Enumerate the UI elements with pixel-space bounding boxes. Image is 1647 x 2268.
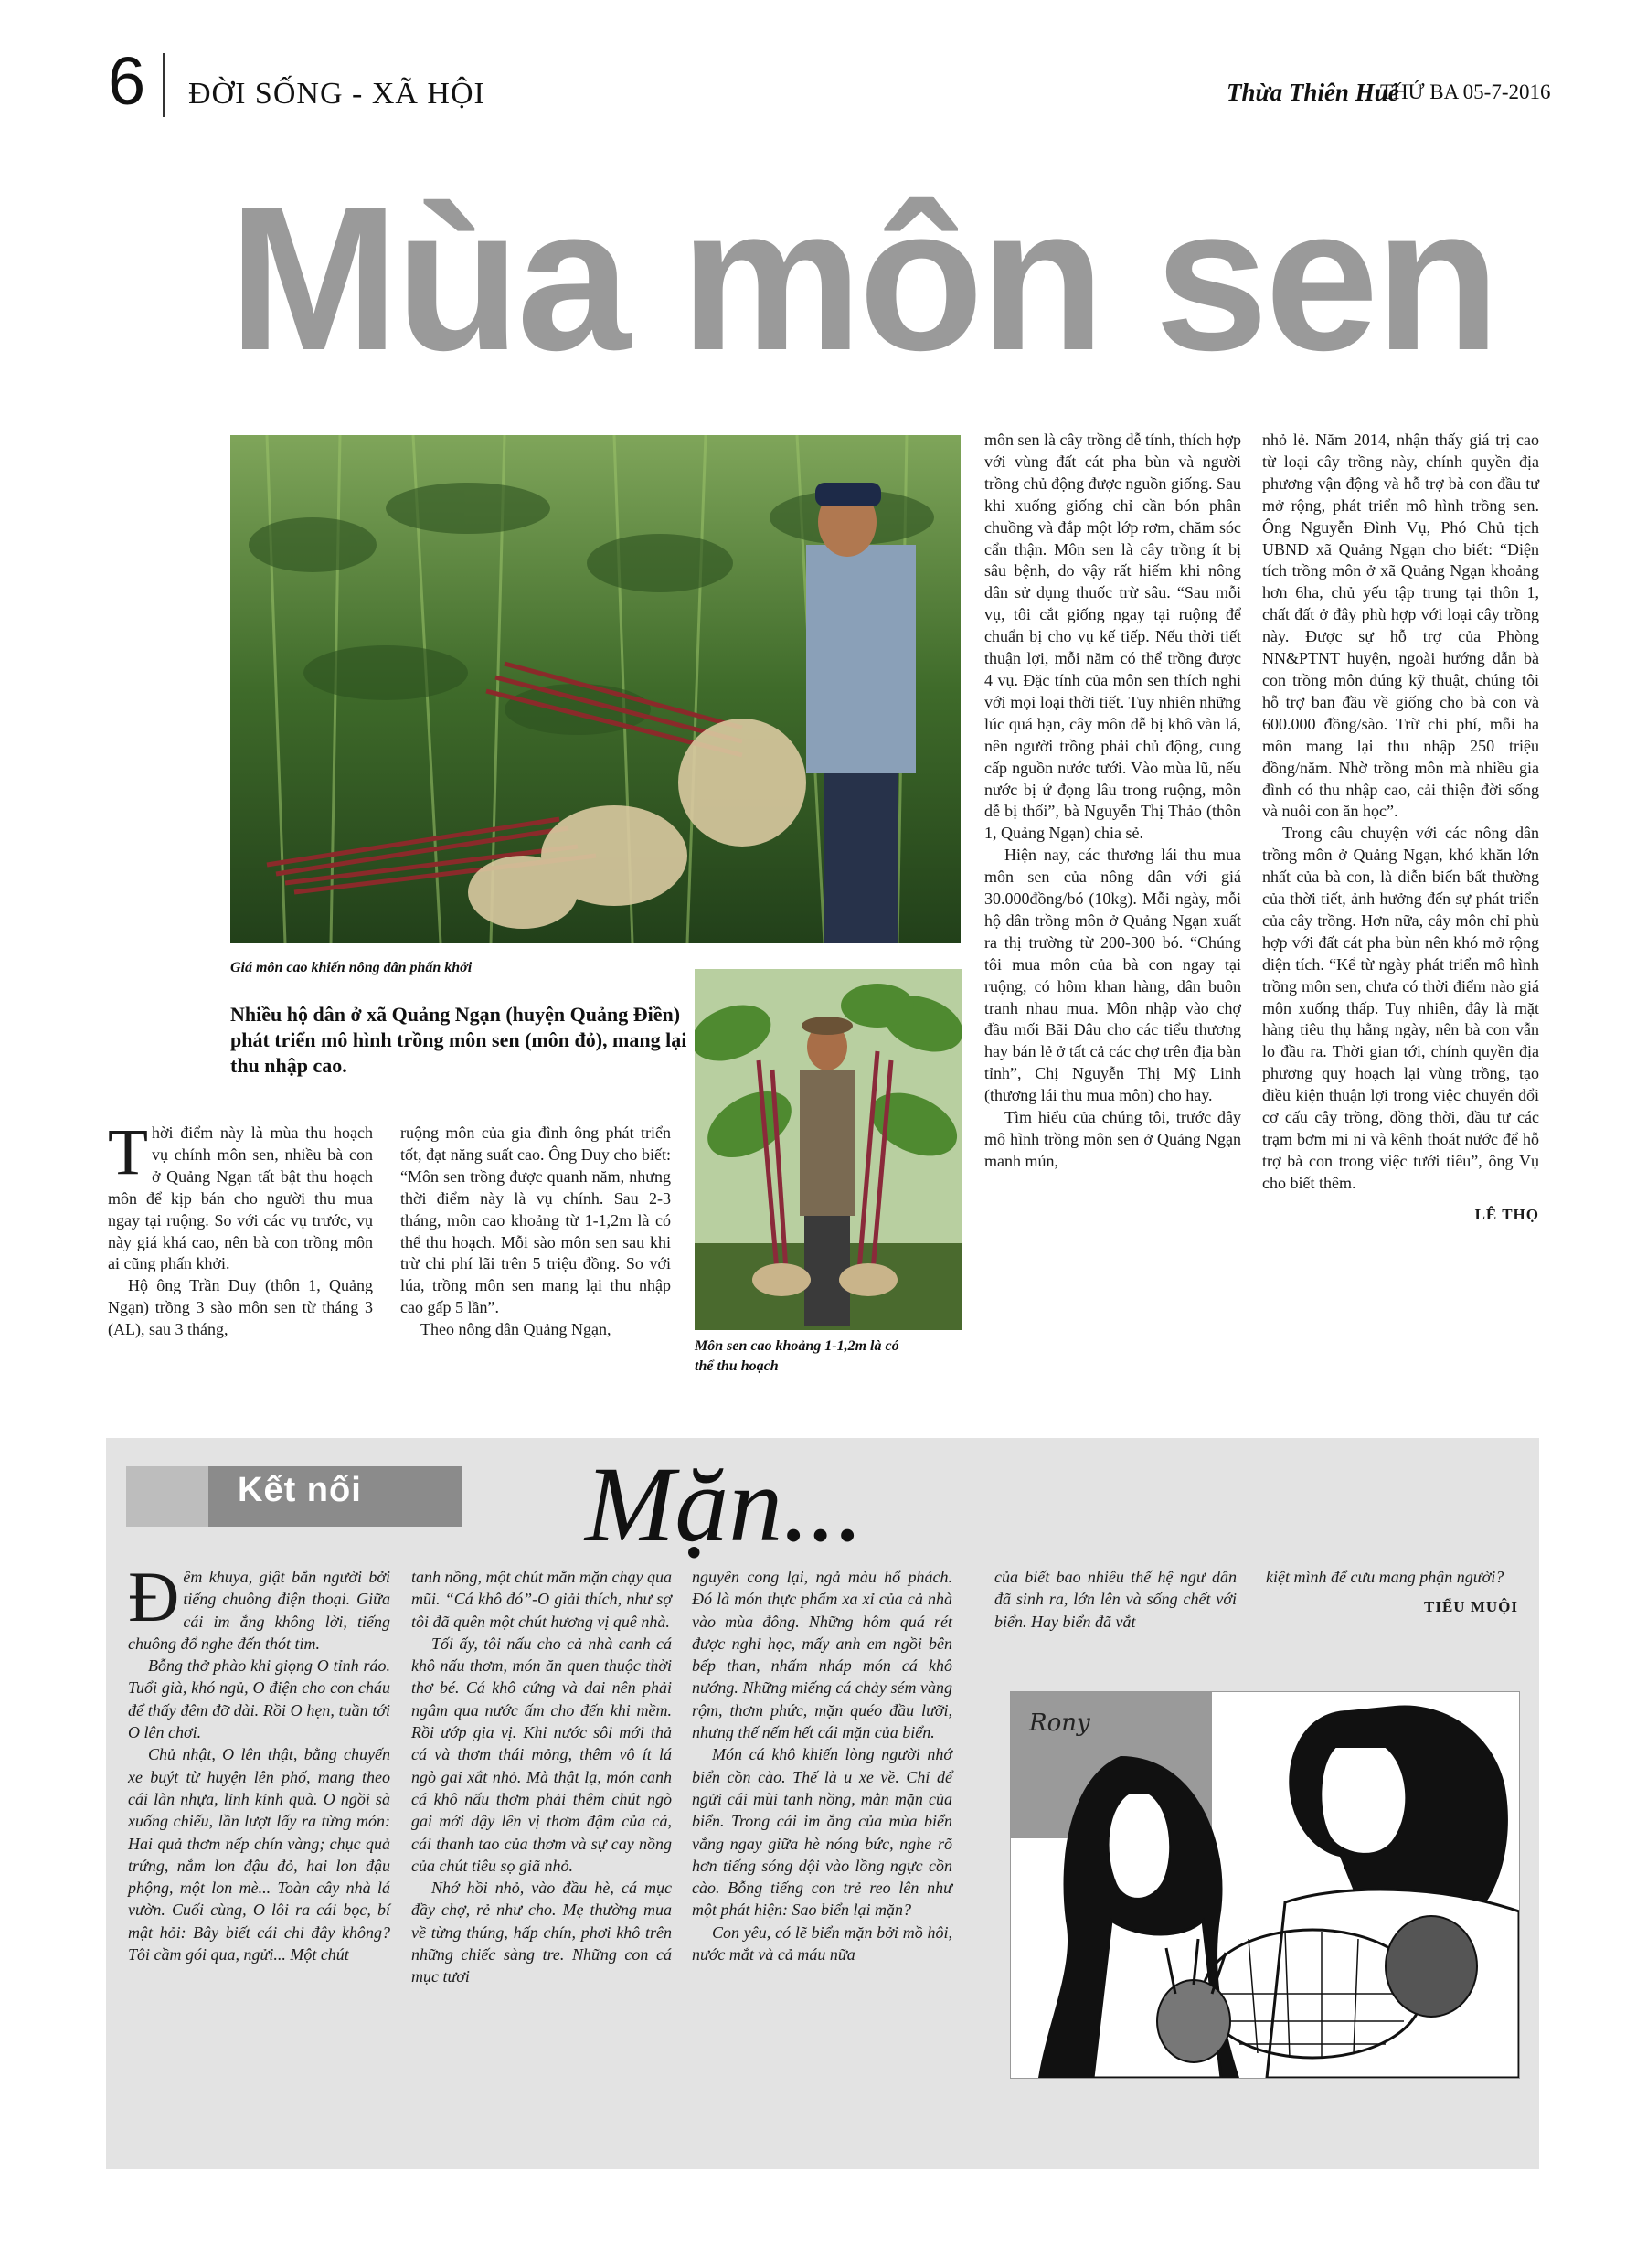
paragraph: nguyên cong lại, ngả màu hổ phách. Đó là món thực phẩm xa xỉ của cả nhà vào mùa đông. Những hôm quá rét được nghỉ học, mấy anh em ngồi bên bếp than, nhấm nháp món cá khô nướng. Những miếng cá chảy sém vàng rộm, thơm phức, mặn quéo đầu lưỡi, nhưng thế nếm hết cái mặn của biển. (692, 1568, 952, 1742)
illustration-sketch (1010, 1691, 1520, 2079)
paragraph: Tối ấy, tôi nấu cho cả nhà canh cá khô nấu thơm, món ăn quen thuộc thời thơ bé. Cá khô cứng và dai nên phải ngâm qua nước ấm cho đến khi mềm. Rồi ướp gia vị. Khi nước sôi mới thả cá và thơm thái mỏng, thêm vô ít lá ngò gai xắt nhỏ. Mà thật lạ, món canh cá khô nấu thơm phải thêm chút ngò gai mới dậy lên vị thơm đậm của cá, cái thanh tao của thơm và sự cay nồng của chút tiêu sọ giã nhỏ. (411, 1634, 672, 1875)
ketnoi-title: Mặn... (585, 1444, 864, 1564)
paragraph: ruộng môn của gia đình ông phát triển tốt, đạt năng suất cao. Ông Duy cho biết: “Môn sen trồng được quanh năm, nhưng thời điểm này là vụ chính. Sau 2-3 tháng, môn cao khoảng từ 1-1,2m là có thể thu hoạch. Mỗi sào môn sen sau khi trừ chi phí lãi trên 5 triệu đồng. So với lúa, trồng môn sen mang lại thu nhập cao gấp 5 lần”. (400, 1123, 671, 1317)
masthead: Thừa Thiên Huế (1227, 79, 1399, 106)
photo-farmer-harvest (230, 435, 961, 943)
ketnoi-column-2 (411, 1566, 672, 1988)
drop-cap: T (108, 1115, 148, 1188)
ketnoi-column-1 (128, 1557, 390, 1965)
paragraph: kiệt mình để cưu mang phận người? (1266, 1568, 1504, 1586)
article-title: Mùa môn sen (228, 165, 1497, 393)
article-column-3 (984, 430, 1241, 1173)
article-byline: LÊ THỌ (1474, 1205, 1539, 1223)
paragraph: êm khuya, giật bắn người bởi tiếng chuông điện thoại. Giữa cái im ắng không lời, tiếng chuông đổ nghe đến thót tim. (128, 1568, 390, 1653)
article-column-2 (400, 1123, 671, 1341)
paragraph: tanh nồng, một chút mằn mặn chạy qua mũi. “Cá khô đó”-O giải thích, như sợ tôi đã quên một chút hương vị quê nhà. (411, 1568, 672, 1631)
paragraph: Theo nông dân Quảng Ngạn, (420, 1320, 611, 1339)
ketnoi-author: TIỂU MUỘI (1424, 1598, 1518, 1616)
paragraph: Con yêu, có lẽ biển mặn bởi mồ hôi, nước mắt và cả máu nữa (692, 1922, 952, 1965)
paragraph: Trong câu chuyện với các nông dân trồng môn ở Quảng Ngạn, khó khăn lớn nhất của bà con, là diễn biến bất thường của thời tiết, ảnh hưởng đến sự phát triển của cây trồng. Hơn nữa, cây môn chỉ phù hợp với đất cát pha bùn nên khó mở rộng diện tích. “Kể từ ngày phát triển mô hình trồng môn sen, chưa có thời điểm nào giá môn xuống thấp. Tuy nhiên, đây là mặt hàng tiêu thụ hằng ngày, nên bà con vẫn lo đầu ra. Thời gian tới, chính quyền địa phương quy hoạch lại vùng trồng, tạo điều kiện thuận lợi trong việc chuyển đổi cơ cấu cây trồng, đồng thời, đầu tư các trạm bơm mi ni và kênh thoát nước để hỗ trợ bà con trong việc tưới tiêu”, ông Vụ cho biết thêm. (1262, 824, 1539, 1192)
drop-cap: Đ (128, 1557, 180, 1636)
paragraph: Nhớ hồi nhỏ, vào đầu hè, cá mục đầy chợ, rẻ như cho. Mẹ thường mua về từng thúng, hấp chín, phơi khô trên những chiếc sàng tre. Những con cá mục tươi (411, 1879, 672, 1986)
ketnoi-column-4 (994, 1566, 1237, 1633)
photo2-caption: Môn sen cao khoảng 1-1,2m là có thể thu hoạch (695, 1338, 899, 1374)
article-lead: Nhiều hộ dân ở xã Quảng Ngạn (huyện Quảng Điền) phát triển mô hình trồng môn sen (môn đỏ), mang lại thu nhập cao. (230, 1003, 687, 1077)
paragraph: hời điểm này là mùa thu hoạch vụ chính môn sen, nhiều bà con ở Quảng Ngạn tất bật thu hoạch môn để kịp bán cho người thu mua ngay tại ruộng. So với các vụ trước, vụ này giá khá cao, nên bà con trồng môn ai cũng phấn khởi. (108, 1123, 373, 1273)
ketnoi-column-5 (1266, 1566, 1518, 1619)
paragraph: Món cá khô khiến lòng người nhớ biển cồn cào. Thế là u xe về. Chỉ để ngửi cái mùi tanh nồng, mằn mặn của biển. Trong cái im ắng của mùa biển vắng ngay giữa hè nóng bức, nghe rõ hơn tiếng sóng dội vào lồng ngực cồn cào. Bỗng tiếng con trẻ reo lên như một phát hiện: Sao biển lại mặn? (692, 1745, 952, 1920)
article-column-1 (108, 1115, 373, 1341)
section-title: ĐỜI SỐNG - XÃ HỘI (188, 77, 485, 111)
article-column-4 (1262, 430, 1539, 1226)
page-number: 6 (108, 43, 146, 119)
paragraph: của biết bao nhiêu thế hệ ngư dân đã sinh ra, lớn lên và sống chết với biển. Hay biển đã vắt (994, 1568, 1237, 1631)
paragraph: nhỏ lẻ. Năm 2014, nhận thấy giá trị cao từ loại cây trồng này, chính quyền địa phương vận động và hỗ trợ bà con đầu tư mở rộng, phát triển mô hình trồng sen. Ông Nguyễn Đình Vụ, Phó Chủ tịch UBND xã Quảng Ngạn cho biết: “Diện tích trồng môn ở xã Quảng Ngạn khoảng hơn 6ha, chủ yếu tập trung tại thôn 1, chất đất ở đây phù hợp với loại cây trồng này. Được sự hỗ trợ của Phòng NN&PTNT huyện, ngoài hướng dẫn bà con trồng môn đúng kỹ thuật, chúng tôi hỗ trợ ban đầu về giống cho bà con và 600.000 đồng/sào. Trừ chi phí, mỗi ha môn mang lại thu nhập 250 triệu đồng/năm. Nhờ trồng môn mà nhiều gia đình có thu nhập cao, cải thiện đời sống và nuôi con ăn học”. (1262, 431, 1539, 821)
photo1-caption: Giá môn cao khiến nông dân phấn khởi (230, 960, 473, 975)
paragraph: Bỗng thở phào khi giọng O tỉnh ráo. Tuổi già, khó ngủ, O điện cho con cháu để thấy đêm đỡ dài. Rồi O hẹn, tuần tới O lên chơi. (128, 1656, 390, 1742)
issue-date: THỨ BA 05-7-2016 (1380, 80, 1551, 103)
paragraph: Hiện nay, các thương lái thu mua môn sen của nông dân với giá 30.000đồng/bó (10kg). Mỗi ngày, mỗi hộ dân trồng môn ở Quảng Ngạn xuất ra thị trường từ 200-300 bó. “Chúng tôi mua môn của bà con ngay tại ruộng, có hôm khan hàng, dân buôn tranh nhau mua. Môn nhập vào chợ đầu mối Bãi Dâu cho các tiểu thương hay bán lẻ ở tất cả các chợ trên địa bàn tỉnh”, Chị Nguyễn Thị Mỹ Linh (thương lái thu mua môn) cho hay. (984, 846, 1241, 1105)
paragraph: Tìm hiểu của chúng tôi, trước đây mô hình trồng môn sen ở Quảng Ngạn manh mún, (984, 1108, 1241, 1170)
paragraph: Hộ ông Trần Duy (thôn 1, Quảng Ngạn) trồng 3 sào môn sen từ tháng 3 (AL), sau 3 tháng, (108, 1276, 373, 1339)
photo-taro-plants (695, 969, 962, 1330)
header-divider (163, 53, 165, 117)
paragraph: môn sen là cây trồng dễ tính, thích hợp với vùng đất cát pha bùn và người trồng chủ động được nguồn giống. Sau khi xuống giống chỉ cần bón phân chuồng và đắp một lớp rơm, chăm sóc cẩn thận. Môn sen là cây trồng ít bị sâu bệnh, do vậy rất hiếm khi nông dân sử dụng thuốc trừ sâu. “Sau mỗi vụ, tôi cắt giống ngay tại ruộng để chuẩn bị cho vụ kế tiếp. Nếu thời tiết thuận lợi, mỗi năm có thể trồng được 4 vụ. Đặc tính của môn sen thích nghi với mọi loại thời tiết. Tuy nhiên những lúc quá hạn, cây môn dễ bị khô vàn lá, nên người trồng phải chủ động, cung cấp nguồn nước tưới. Vào mùa lũ, nếu nước bị ứ đọng lâu trong ruộng, môn dễ bị thối”, bà Nguyễn Thị Thảo (thôn 1, Quảng Ngạn) chia sẻ. (984, 431, 1241, 843)
ketnoi-label: Kết nối (238, 1471, 362, 1509)
ketnoi-column-3 (692, 1566, 952, 1965)
artist-signature: Rony (1029, 1709, 1090, 1737)
paragraph: Chủ nhật, O lên thật, bằng chuyến xe buýt từ huyện lên phố, mang theo cái làn nhựa, lỉnh kỉnh quà. O ngồi sà xuống chiếu, lần lượt lấy ra từng món: Hai quả thơm nếp chín vàng; chục quả trứng, nắm lon đậu đỏ, hai lon đậu phộng, một lon mè... Toàn cây nhà lá vườn. Cuối cùng, O lôi ra cái bọc, bí mật hỏi: Bây biết cái chi đây không? Tôi cầm gói qua, ngửi... Một chút (128, 1745, 390, 1965)
